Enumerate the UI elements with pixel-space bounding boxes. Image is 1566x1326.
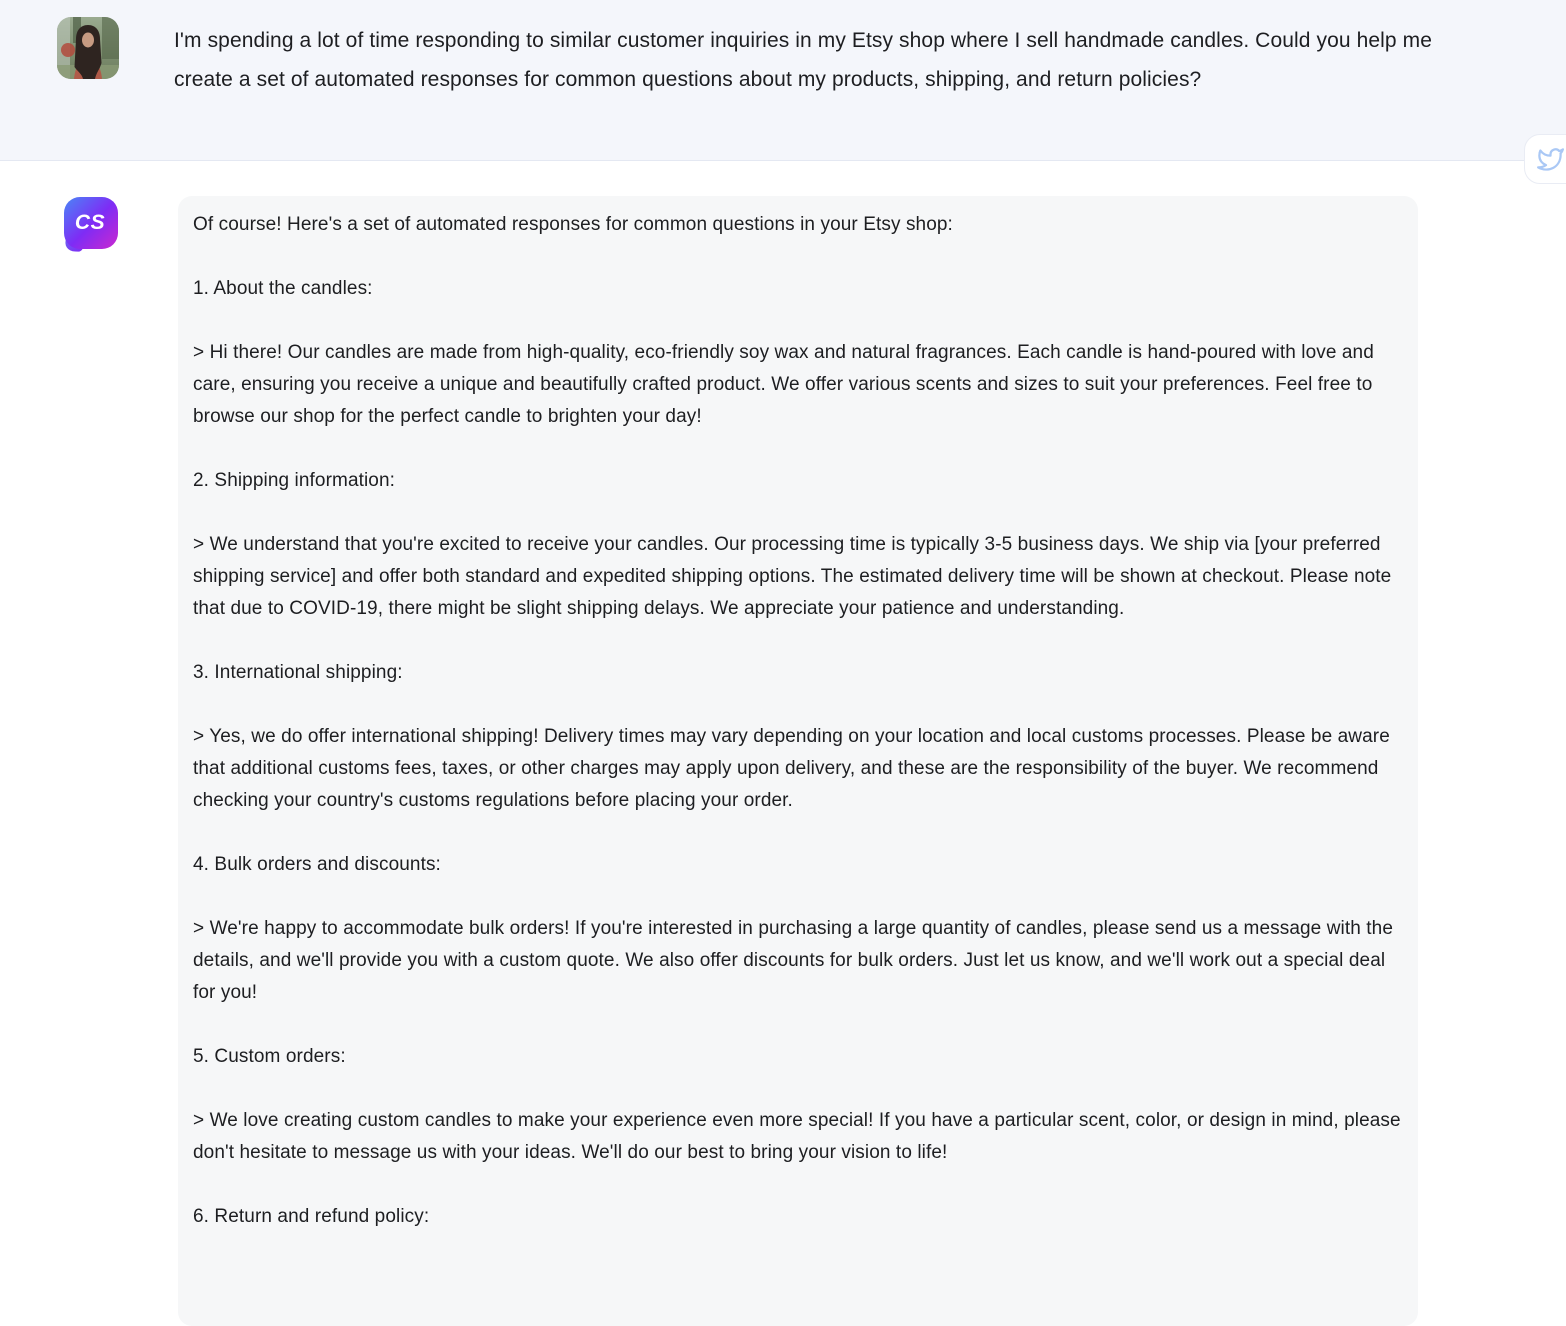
- assistant-paragraph: 4. Bulk orders and discounts:: [193, 854, 441, 875]
- assistant-paragraph: > We understand that you're excited to receive your candles. Our processing time is typically 3-5 business days. We ship via [your preferred shipping service] and offer both standard and expedited shipping options. The estimated delivery time will be shown at checkout. Please note that due to COVID-19, there might be slight shipping delays. We appreciate your patience and understanding.: [193, 534, 1392, 619]
- assistant-paragraph: 1. About the candles:: [193, 278, 373, 299]
- assistant-paragraph: > We're happy to accommodate bulk orders! If you're interested in purchasing a large quantity of candles, please send us a message with the details, and we'll provide you with a custom quote. We also offer discounts for bulk orders. Just let us know, and we'll work out a special deal for you!: [193, 918, 1394, 1003]
- assistant-message-row: [0, 196, 1566, 1326]
- assistant-paragraph: Of course! Here's a set of automated responses for common questions in your Etsy shop:: [193, 214, 953, 235]
- assistant-paragraph: > We love creating custom candles to make your experience even more special! If you have a particular scent, color, or design in mind, please don't hesitate to message us with your ideas. We'll do our best to bring your vision to life!: [193, 1110, 1401, 1163]
- user-avatar: [57, 17, 119, 79]
- assistant-paragraph: > Hi there! Our candles are made from high-quality, eco-friendly soy wax and natural fragrances. Each candle is hand-poured with love and care, ensuring you receive a unique and beautifully crafted product. We offer various scents and sizes to suit your preferences. Feel free to browse our shop for the perfect candle to brighten your day!: [193, 342, 1374, 427]
- assistant-paragraph: 2. Shipping information:: [193, 470, 396, 491]
- user-message-row: [0, 0, 1566, 161]
- assistant-paragraph: 5. Custom orders:: [193, 1046, 346, 1067]
- assistant-avatar-label: CS: [74, 211, 106, 234]
- share-twitter-button[interactable]: [1524, 134, 1566, 184]
- user-message-text: I'm spending a lot of time responding to similar customer inquiries in my Etsy shop where I sell handmade candles. Could you help me create a set of automated responses for common questions about my products, shipping, and return policies?: [174, 29, 1432, 91]
- assistant-avatar: [64, 197, 118, 249]
- user-avatar-photo: [57, 17, 119, 79]
- assistant-paragraph: 6. Return and refund policy:: [193, 1206, 430, 1227]
- assistant-message-bubble: [178, 196, 1418, 1326]
- assistant-avatar-badge: [64, 197, 118, 249]
- assistant-paragraph: 3. International shipping:: [193, 662, 403, 683]
- twitter-icon: [1537, 146, 1564, 173]
- assistant-paragraph: > Yes, we do offer international shipping! Delivery times may vary depending on your location and local customs processes. Please be aware that additional customs fees, taxes, or other charges may apply upon delivery, and these are the responsibility of the buyer. We recommend checking your country's customs regulations before placing your order.: [193, 726, 1390, 811]
